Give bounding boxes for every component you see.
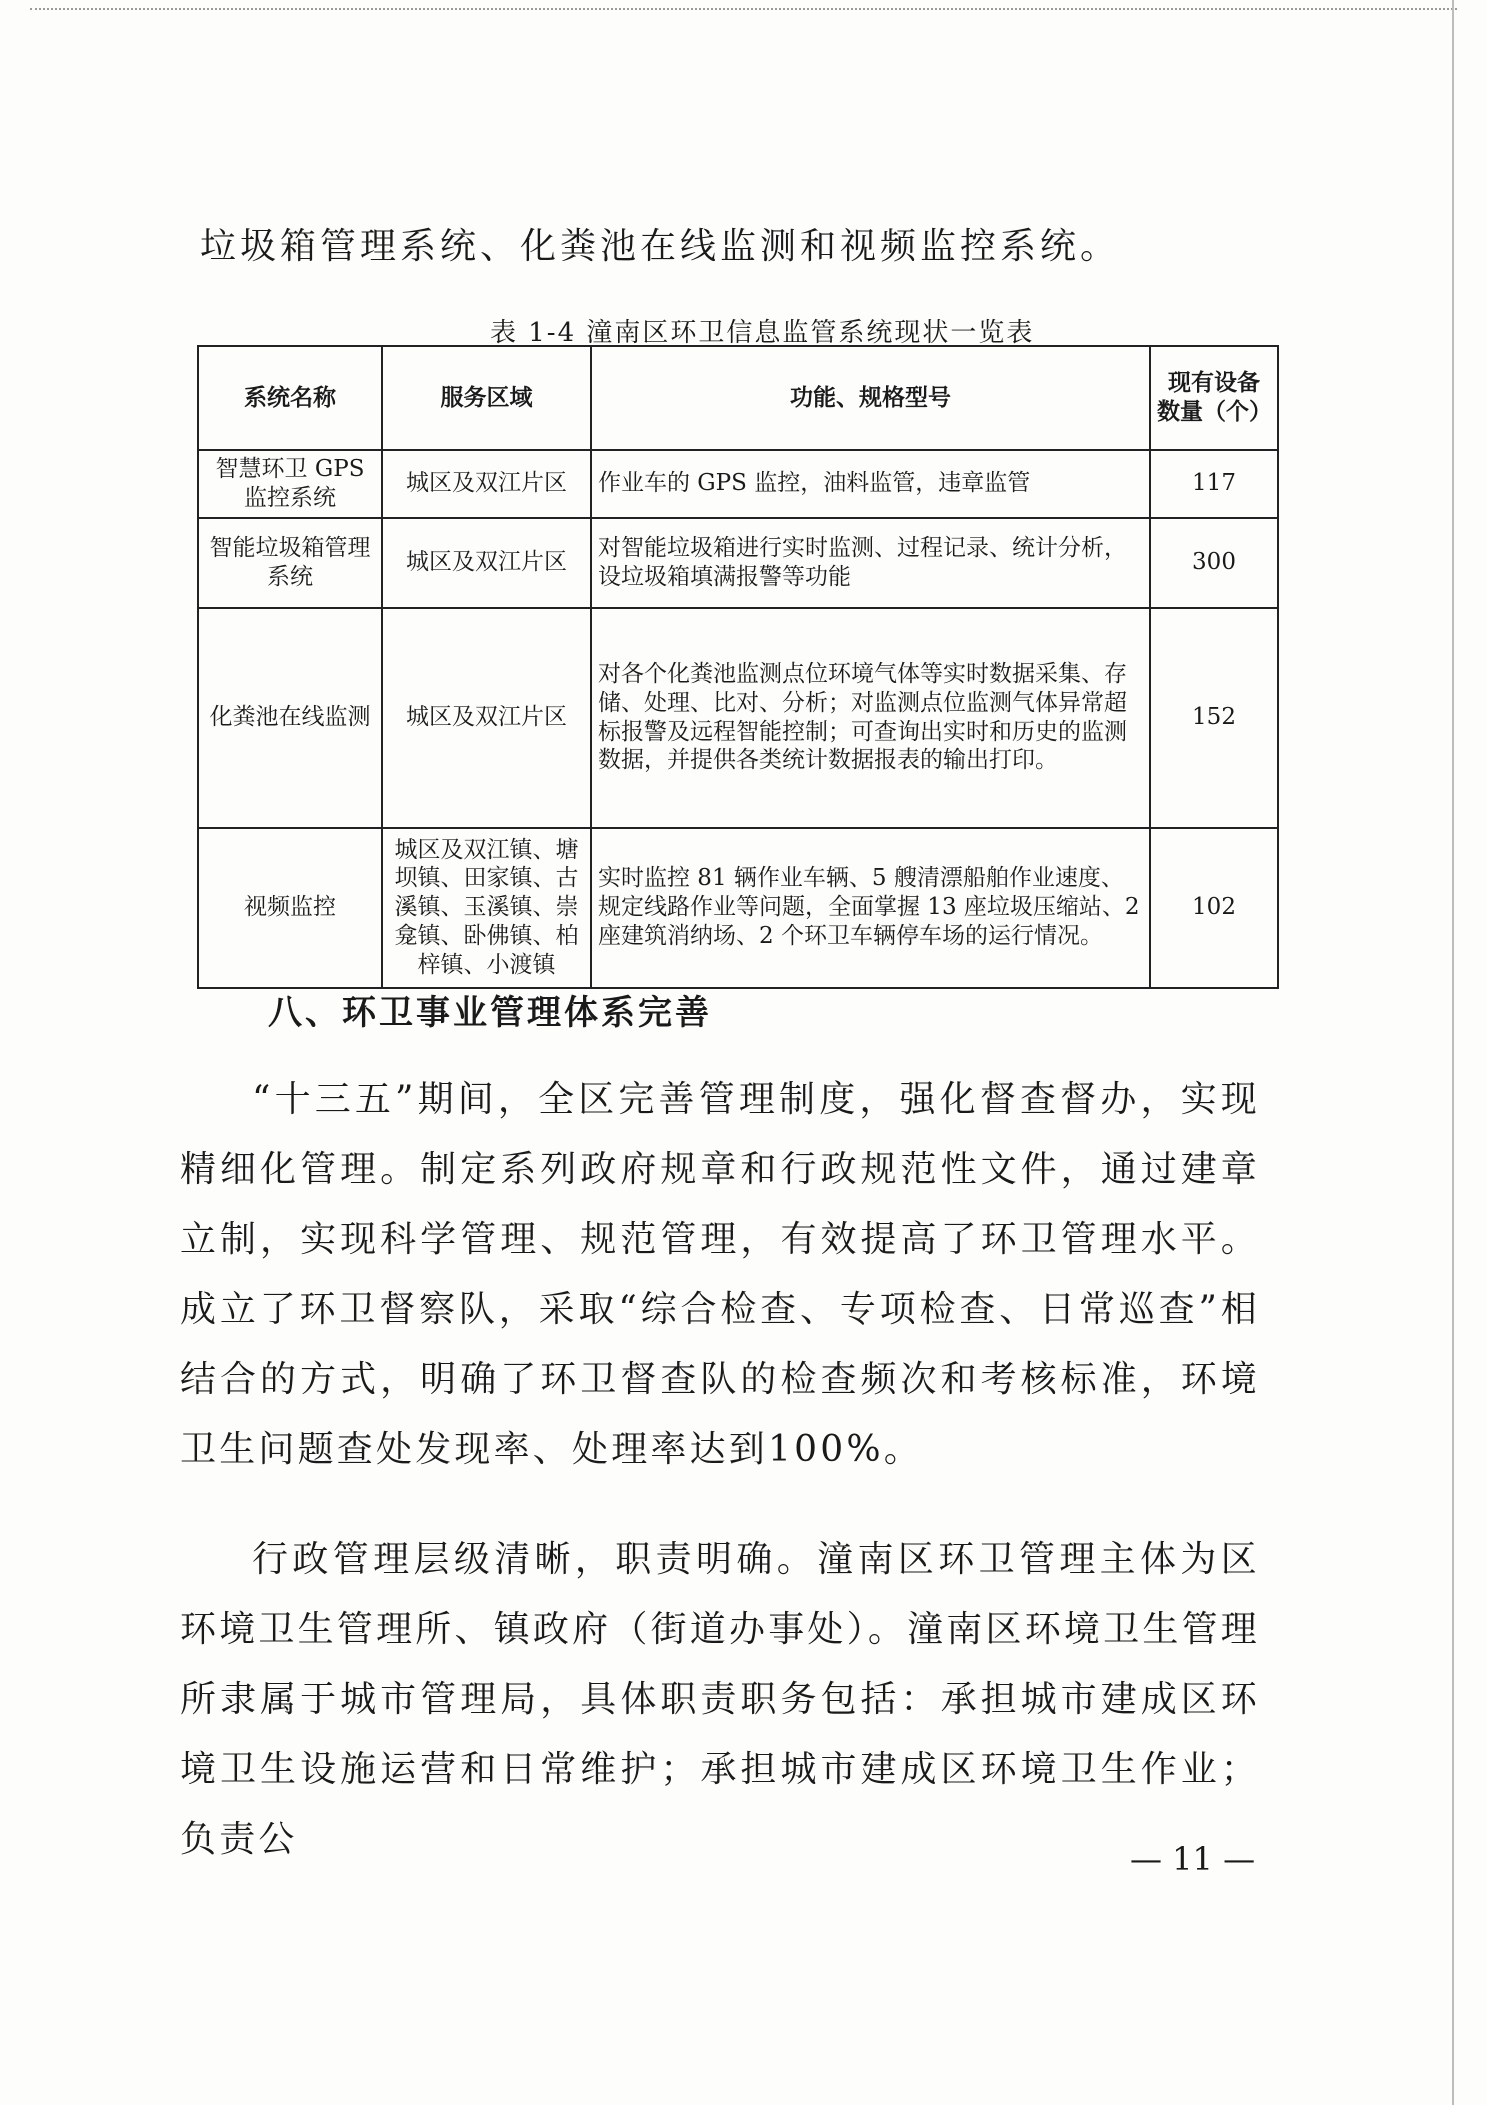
header-system-name: 系统名称 (198, 346, 382, 450)
header-function: 功能、规格型号 (591, 346, 1150, 450)
cell-system-name: 智慧环卫 GPS 监控系统 (198, 450, 382, 518)
body-paragraph: “十三五”期间，全区完善管理制度，强化督查督办，实现精细化管理。制定系列政府规章和行政规范性文件，通过建章立制，实现科学管理、规范管理，有效提高了环卫管理水平。成立了环卫督察队，采取“综合检查、专项检查、日常巡查”相结合的方式，明确了环卫督查队的检查频次和考核标准，环境卫生问题查处发现率、处理率达到100%。 (180, 1079, 1260, 1470)
cell-quantity: 117 (1150, 450, 1278, 518)
page-number: — 11 — (1130, 1840, 1256, 1878)
cell-quantity: 152 (1150, 608, 1278, 828)
cell-function: 作业车的 GPS 监控，油料监管，违章监管 (591, 450, 1150, 518)
table-row (198, 450, 1278, 518)
cell-service-area: 城区及双江镇、塘坝镇、田家镇、古溪镇、玉溪镇、崇龛镇、卧佛镇、柏梓镇、小渡镇 (382, 828, 591, 988)
cell-function: 实时监控 81 辆作业车辆、5 艘清漂船舶作业速度、规定线路作业等问题，全面掌握 13 座垃圾压缩站、2 座建筑消纳场、2 个环卫车辆停车场的运行情况。 (591, 828, 1150, 988)
monitoring-systems-table (197, 345, 1279, 989)
cell-function: 对各个化粪池监测点位环境气体等实时数据采集、存储、处理、比对、分析；对监测点位监测气体异常超标报警及远程智能控制；可查询出实时和历史的监测数据，并提供各类统计数据报表的输出打印。 (591, 608, 1150, 828)
header-service-area: 服务区域 (382, 346, 591, 450)
cell-system-name: 视频监控 (198, 828, 382, 988)
table-header-row (198, 346, 1278, 450)
cell-system-name: 智能垃圾箱管理系统 (198, 518, 382, 608)
table-caption: 表 1-4 潼南区环卫信息监管系统现状一览表 (490, 318, 1035, 348)
cell-service-area: 城区及双江片区 (382, 608, 591, 828)
scan-top-edge (30, 8, 1457, 10)
cell-quantity: 300 (1150, 518, 1278, 608)
body-paragraph: 行政管理层级清晰，职责明确。潼南区环卫管理主体为区环境卫生管理所、镇政府（街道办事处）。潼南区环境卫生管理所隶属于城市管理局，具体职责职务包括：承担城市建成区环境卫生设施运营和日常维护；承担城市建成区环境卫生作业；负责公 (180, 1539, 1260, 1860)
cell-quantity: 102 (1150, 828, 1278, 988)
header-quantity: 现有设备数量（个） (1150, 346, 1278, 450)
scan-right-edge (1452, 0, 1454, 2105)
cell-function: 对智能垃圾箱进行实时监测、过程记录、统计分析，设垃圾箱填满报警等功能 (591, 518, 1150, 608)
intro-line: 垃圾箱管理系统、化粪池在线监测和视频监控系统。 (200, 226, 1121, 267)
table-row (198, 828, 1278, 988)
cell-service-area: 城区及双江片区 (382, 450, 591, 518)
section-heading: 八、环卫事业管理体系完善 (268, 993, 712, 1033)
cell-service-area: 城区及双江片区 (382, 518, 591, 608)
table-row (198, 608, 1278, 828)
cell-system-name: 化粪池在线监测 (198, 608, 382, 828)
table-row (198, 518, 1278, 608)
